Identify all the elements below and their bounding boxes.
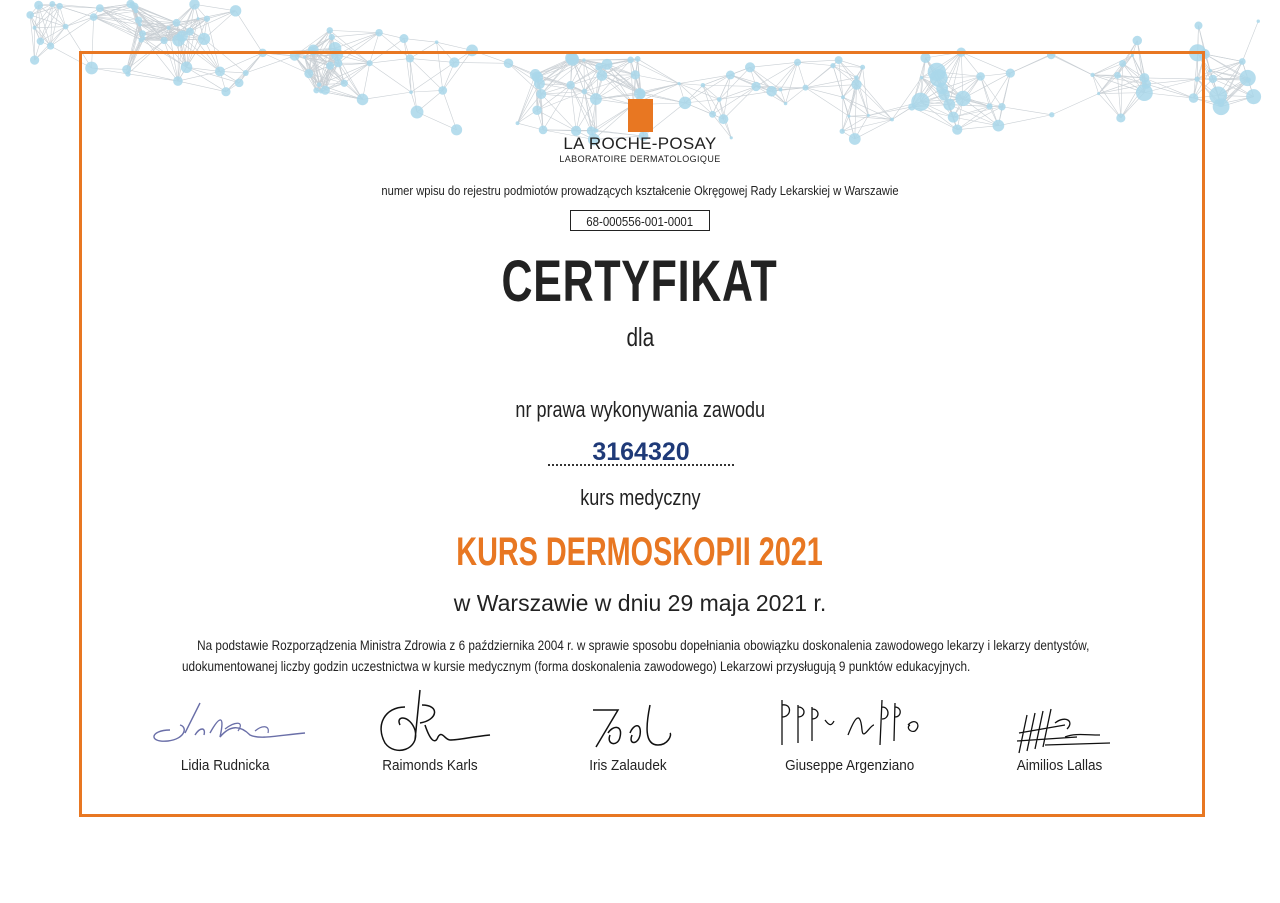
- signature-block-lallas: [1005, 685, 1115, 774]
- signatory-name: Raimonds Karls: [382, 757, 478, 774]
- network-link: [66, 17, 94, 27]
- network-node: [142, 37, 145, 40]
- network-node: [1257, 20, 1260, 23]
- network-link: [330, 30, 379, 32]
- network-node: [47, 42, 54, 49]
- network-node: [49, 1, 55, 7]
- registry-note: numer wpisu do rejestru podmiotów prowadzących kształcenie Okręgowej Rady Lekarskiej w Warszawie: [381, 183, 899, 198]
- legal-line-1: Na podstawie Rozporządzenia Ministra Zdrowia z 6 października 2004 r. w sprawie sposobu dopełniania obowiązku doskonalenia zawodowego lekarzy i lekarzy dentystów,: [197, 637, 1090, 653]
- signature-image: [140, 685, 310, 755]
- network-node: [230, 5, 241, 16]
- network-node: [138, 23, 142, 27]
- network-node: [399, 34, 408, 43]
- signature-image: [1005, 685, 1115, 755]
- network-node: [96, 4, 104, 12]
- network-node: [30, 55, 39, 64]
- signature-image: [770, 685, 930, 755]
- license-number: 3164320: [592, 438, 690, 466]
- network-node: [90, 13, 98, 21]
- network-node: [37, 38, 45, 46]
- signature-block-rudnicka: [140, 685, 310, 774]
- network-link: [194, 4, 235, 10]
- certificate-title: CERTYFIKAT: [501, 249, 779, 314]
- network-node: [197, 17, 200, 20]
- network-node: [1208, 69, 1212, 73]
- network-node: [167, 26, 171, 30]
- brand-subtitle: LABORATOIRE DERMATOLOGIQUE: [559, 154, 721, 164]
- network-node: [375, 29, 383, 37]
- network-node: [26, 11, 34, 19]
- signature-block-argenziano: [770, 685, 930, 774]
- network-link: [35, 27, 66, 28]
- network-node: [173, 19, 181, 27]
- network-link: [404, 39, 437, 43]
- signature-block-zalaudek: [568, 685, 688, 774]
- brand-logo: [0, 99, 1280, 165]
- legal-line-2: udokumentowanej liczby godzin uczestnictwa w kursie medycznym (forma doskonalenia zawodowego) Lekarzowi przysługują 9 punktów edukacyjnych.: [182, 658, 971, 674]
- network-node: [1133, 36, 1142, 45]
- course-name: KURS DERMOSKOPII 2021: [456, 530, 824, 574]
- signatory-name: Iris Zalaudek: [589, 757, 667, 774]
- network-node: [33, 26, 37, 30]
- network-node: [204, 16, 210, 22]
- network-node: [34, 1, 43, 10]
- course-type-label: kurs medyczny: [579, 485, 701, 510]
- network-node: [135, 16, 142, 23]
- network-link: [30, 15, 65, 27]
- signatory-name: Giuseppe Argenziano: [785, 757, 915, 774]
- signatory-name: Aimilios Lallas: [1017, 757, 1103, 774]
- network-node: [161, 37, 168, 44]
- license-label: nr prawa wykonywania zawodu: [515, 397, 765, 422]
- license-dotted-line: [548, 464, 734, 466]
- network-node: [198, 33, 210, 45]
- signatory-name: Lidia Rudnicka: [180, 757, 270, 774]
- network-node: [329, 34, 335, 40]
- signature-image: [568, 685, 688, 755]
- network-link: [1242, 21, 1258, 61]
- registry-number: 68-000556-001-0001: [586, 214, 694, 229]
- logo-square-icon: [628, 99, 653, 132]
- network-link: [236, 11, 263, 53]
- network-node: [1194, 22, 1202, 30]
- network-node: [1239, 58, 1246, 65]
- network-node: [435, 40, 439, 44]
- network-node: [1209, 75, 1217, 83]
- signature-image: [360, 685, 500, 755]
- legal-basis-text: [182, 635, 1102, 677]
- signature-block-karls: [360, 685, 500, 774]
- network-node: [186, 28, 194, 36]
- network-node: [131, 3, 139, 11]
- registry-number-box: [570, 210, 710, 231]
- network-node: [327, 27, 334, 34]
- network-node: [56, 3, 63, 10]
- place-and-date: w Warszawie w dniu 29 maja 2021 r.: [453, 590, 827, 616]
- brand-name: LA ROCHE-POSAY: [563, 134, 717, 153]
- network-node: [63, 24, 69, 30]
- for-label: dla: [626, 322, 654, 352]
- network-node: [139, 30, 146, 37]
- network-node: [134, 9, 138, 13]
- network-node: [1246, 77, 1251, 82]
